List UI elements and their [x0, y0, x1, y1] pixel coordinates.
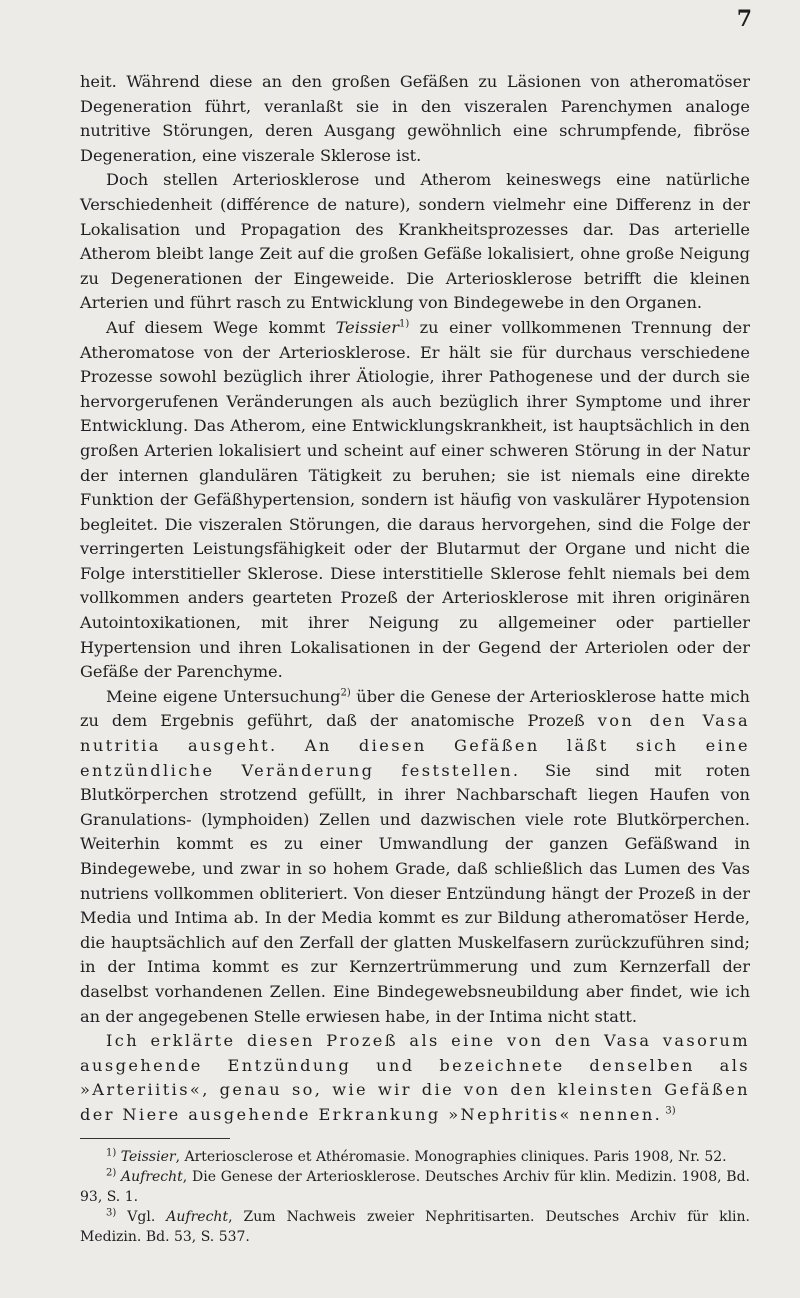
footnote-ref: 1) [106, 1146, 117, 1158]
author-name: Teissier [120, 1148, 176, 1165]
text-run: über die Genese der Arteriosklerose hatte mich zu dem Ergebnis geführt, daß der anatomische Prozeß [80, 686, 750, 731]
footnote-2 [80, 1167, 750, 1207]
footnote-ref: 2) [340, 687, 351, 699]
footnote-1 [80, 1147, 750, 1167]
footnote-ref: 1) [399, 318, 410, 330]
paragraph-5 [80, 1029, 750, 1127]
text-run: , Arteriosclerose et Athéromasie. Monographies cliniques. Paris 1908, Nr. 52. [175, 1148, 727, 1165]
text-run: heit. Während diese an den großen Gefäßen zu Läsionen von atheromatöser Degeneration führt, veranlaßt sie in den viszeralen Parenchymen analoge nutritive Störungen, deren Ausgang gewöhnlich eine schrumpfende, fibröse Degeneration, eine viszerale Sklerose ist. [80, 72, 750, 165]
text-run: Doch stellen Arteriosklerose und Atherom keineswegs eine natürliche Verschiedenheit (différence de nature), sondern vielmehr eine Differenz in der Lokalisation und Propagation des Krankheitsprozesses dar. Das arterielle Atherom bleibt lange Zeit auf die großen Gefäße lokalisiert, ohne große Neigung zu Degenerationen der Eingeweide. Die Arteriosklerose betrifft die kleinen Arterien und führt rasch zu Entwicklung von Bindegewebe in den Organen. [80, 170, 750, 313]
text-run: Sie sind mit roten Blutkörperchen strotzend gefüllt, in ihrer Nachbarschaft liegen Haufen von Granulations- (lymphoiden) Zellen und dazwischen viele rote Blutkörperchen. Weiterhin kommt es zu einer Umwandlung der ganzen Gefäßwand in Bindegewebe, und zwar in so hohem Grade, daß schließlich das Lumen des Vas nutriens vollkommen obliteriert. Von dieser Entzündung hängt der Prozeß in der Media und Intima ab. In der Media kommt es zur Bildung atheromatöser Herde, die hauptsächlich auf den Zerfall der glatten Muskelfasern zurückzuführen sind; in der Intima kommt es zur Kernzertrümmerung und zum Kernzerfall der daselbst vorhandenen Zellen. Eine Bindegewebsneubildung aber findet, wie ich an der angegebenen Stelle erwiesen habe, in der Intima nicht statt. [80, 760, 750, 1026]
author-name: Aufrecht [166, 1208, 229, 1225]
footnote-3 [80, 1207, 750, 1247]
footnotes [80, 1147, 750, 1247]
text-run: Meine eigene Untersuchung [106, 686, 341, 706]
text-run: , Die Genese der Arteriosklerose. Deutsches Archiv für klin. Medizin. 1908, Bd. 93, S. 1. [80, 1168, 750, 1205]
text-run: Ich erklärte diesen Prozeß als eine von den Vasa vasorum ausgehende Entzündung und bezeichnete denselben als »Arteriitis«, genau so, wie wir die von den kleinsten Gefäßen der Niere ausgehende Erkrankung »Nephritis« nennen. [80, 1031, 750, 1124]
author-name: Aufrecht [121, 1168, 183, 1185]
text-run: Auf diesem Wege kommt [106, 317, 336, 337]
footnote-divider [80, 1138, 230, 1139]
paragraph-3 [80, 316, 750, 685]
text-run: von den Vasa nutritia ausgeht. An diesen Gefäßen läßt sich eine entzündliche Veränderung feststellen. [80, 711, 750, 780]
footnote-ref: 3) [106, 1206, 117, 1218]
footnote-ref: 2) [106, 1166, 117, 1178]
paragraph-2 [80, 168, 750, 316]
author-name: Teissier [335, 317, 399, 337]
text-run: , Zum Nachweis zweier Nephritisarten. Deutsches Archiv für klin. Medizin. Bd. 53, S. 537. [80, 1208, 751, 1245]
paragraph-4 [80, 685, 750, 1029]
paragraph-1 [80, 70, 750, 168]
text-run: zu einer vollkommenen Trennung der Atheromatose von der Arteriosklerose. Er hält sie für durchaus verschiedene Prozesse sowohl bezüglich ihrer Ätiologie, ihrer Pathogenese und der durch sie hervorgerufenen Veränderungen als auch bezüglich ihrer Symptome und ihrer Entwicklung. Das Atherom, eine Entwicklungskrankheit, ist hauptsächlich in den großen Arterien lokalisiert und scheint auf einer schweren Störung in der Natur der internen glandulären Tätigkeit zu beruhen; sie ist niemals eine direkte Funktion der Gefäßhypertension, sondern ist häufig von vaskulärer Hypotension begleitet. Die viszeralen Störungen, die daraus hervorgehen, sind die Folge der verringerten Leistungsfähigkeit oder der Blutarmut der Organe und nicht die Folge interstitieller Sklerose. Diese interstitielle Sklerose fehlt niemals bei dem vollkommen anders gearteten Prozeß der Arteriosklerose mit ihren originären Autointoxikationen, mit ihrer Neigung zu allgemeiner oder partieller Hypertension und ihren Lokalisationen in der Gegend der Arteriolen oder der Gefäße der Parenchyme. [80, 317, 750, 682]
text-run: Vgl. [116, 1208, 167, 1225]
footnote-ref: 3) [662, 1105, 676, 1117]
body-text [80, 70, 750, 1128]
page-number: 7 [736, 6, 752, 32]
